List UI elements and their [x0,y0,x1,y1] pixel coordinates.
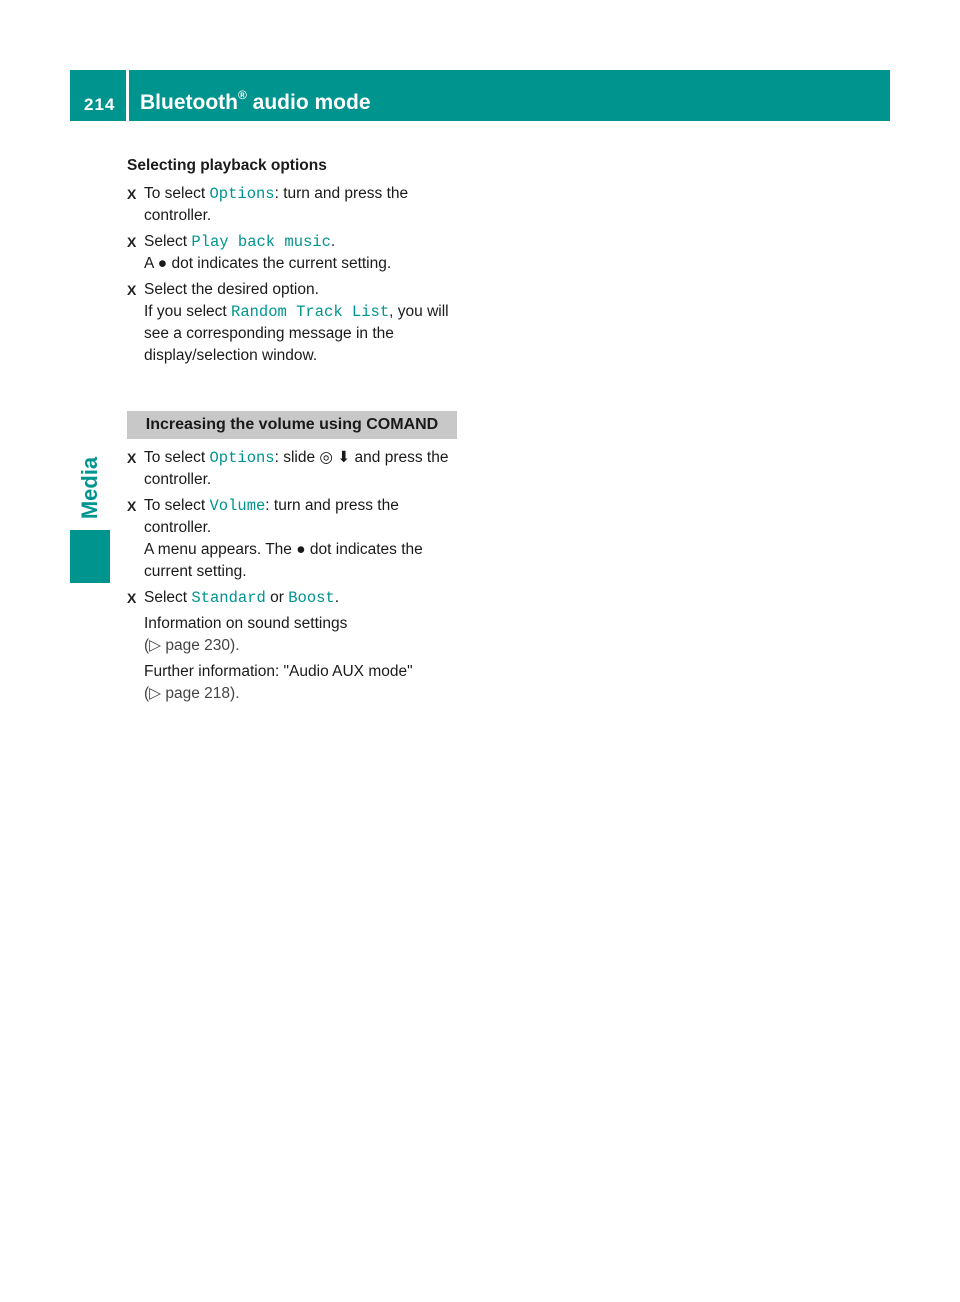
step-text: or [265,589,289,606]
step-arrow-icon: X [127,186,137,202]
step-text: To select [144,497,210,514]
step-text: : turn and press the controller. [144,497,399,536]
page-title [140,90,371,115]
header-divider [126,70,129,121]
page-reference-link[interactable]: (▷ page 230). [144,637,240,654]
menu-item-volume: Volume [209,497,266,515]
side-tab-label: Media [77,456,103,520]
side-tab-block [70,530,110,583]
step-note: A ● dot indicates the current setting. [144,255,392,272]
step-text: . [330,233,336,250]
step-arrow-icon: X [127,590,137,606]
step-text: Select the desired option. [144,281,319,298]
title-rest: audio mode [246,91,371,114]
menu-item-play-back-music: Play back music [191,233,331,251]
title-main: Bluetooth [140,91,238,114]
menu-item-options: Options [209,185,275,203]
menu-item-options: Options [209,449,275,467]
note-text: If you select [144,303,232,320]
side-tab [70,448,110,528]
step-text: : turn and press the controller. [144,185,409,224]
instruction-step [127,495,462,583]
menu-item-random-track-list: Random Track List [231,303,390,321]
step-note: A menu appears. The ● dot indicates the current setting. [144,541,423,580]
section-heading: Selecting playback options [127,157,327,174]
step-text: Select [144,589,192,606]
instruction-step [127,587,462,705]
instruction-step [127,279,462,367]
step-text: Select [144,233,192,250]
step-text: To select [144,449,210,466]
step-text: To select [144,185,210,202]
registered-mark: ® [237,88,247,102]
section-heading-box: Increasing the volume using COMAND [127,411,457,439]
step-arrow-icon: X [127,450,137,466]
main-content [127,150,462,709]
menu-item-boost: Boost [288,589,335,607]
step-note [144,301,462,367]
step-text: . [334,589,340,606]
instruction-step [127,231,462,275]
step-arrow-icon: X [127,234,137,250]
page-number: 214 [84,95,116,114]
menu-item-standard: Standard [191,589,266,607]
note-text: , you will see a corresponding message in the display/selection window. [144,303,449,364]
step-text: : slide ◎ ⬇ and press the controller. [144,449,449,488]
instruction-step [127,183,462,227]
instruction-step [127,447,462,491]
page-reference-link[interactable]: (▷ page 218). [144,685,240,702]
step-arrow-icon: X [127,282,137,298]
info-text: Information on sound settings [144,615,348,632]
step-arrow-icon: X [127,498,137,514]
info-text: Further information: "Audio AUX mode" [144,663,413,680]
